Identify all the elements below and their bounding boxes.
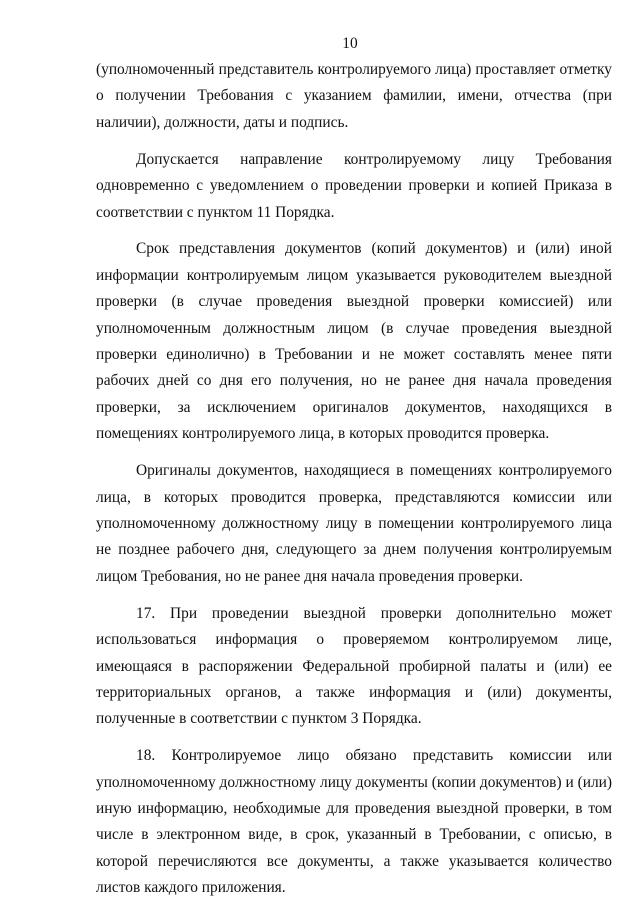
page-number: 10 bbox=[342, 35, 358, 52]
paragraph-original-documents: Оригиналы документов, находящиеся в помещениях контролируемого лица, в которых проводится проверка, представляются комиссии или уполномоченному должностному лицу в помещении контролируемого лица не позднее рабочего дня, следующего за днем получения контролируемым лицом Требования, но не ранее дня начала проведения проверки. bbox=[96, 462, 612, 585]
paragraph-continuation: (уполномоченный представитель контролируемого лица) проставляет отметку о получении Требования с указанием фамилии, имени, отчества (при наличии), должности, даты и подпись. bbox=[96, 61, 612, 131]
paragraph-item-18: 18. Контролируемое лицо обязано представить комиссии или уполномоченному должностному лицу документы (копии документов) и (или) иную информацию, необходимые для проведения выездной проверки, в том числе в электронном виде, в срок, указанный в Требовании, с описью, в которой перечисляются все документы, а также указывается количество листов каждого приложения. bbox=[96, 747, 612, 897]
paragraph-item-17: 17. При проведении выездной проверки дополнительно может использоваться информация о проверяемом контролируемом лице, имеющаяся в распоряжении Федеральной пробирной палаты и (или) ее территориальных органов, а также информация и (или) документы, полученные в соответствии с пунктом 3 Порядка. bbox=[96, 604, 612, 728]
paragraph-sending-requirement: Допускается направление контролируемому лицу Требования одновременно с уведомлением о проведении проверки и копией Приказа в соответствии с пунктом 11 Порядка. bbox=[96, 150, 612, 221]
paragraph-submission-deadline: Срок представления документов (копий документов) и (или) иной информации контролируемым лицом указывается руководителем выездной проверки (в случае проведения выездной проверки комиссией) или уполномоченным должностным лицом (в случае проведения выездной проверки единолично) в Требовании и не может составлять менее пяти рабочих дней со дня его получения, но не ранее дня начала проведения проверки, за исключением оригиналов документов, находящихся в помещениях контролируемого лица, в которых проводится проверка. bbox=[96, 240, 612, 443]
document-body bbox=[96, 57, 612, 902]
